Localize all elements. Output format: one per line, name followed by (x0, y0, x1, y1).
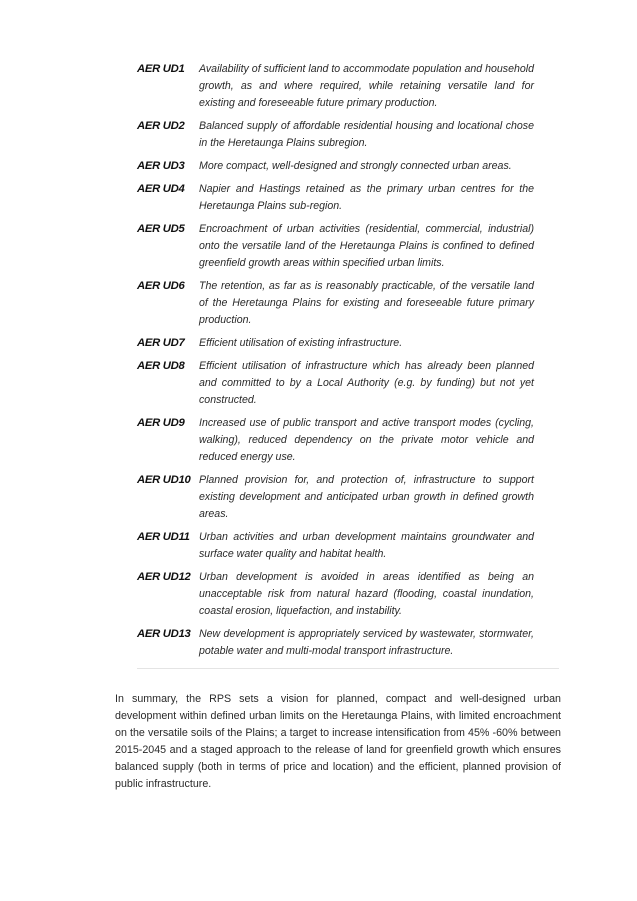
anticipated-environmental-results-list (137, 61, 534, 666)
aer-item-ud8 (137, 358, 534, 409)
aer-code: AER UD6 (137, 280, 185, 292)
aer-item-ud13 (137, 626, 534, 660)
aer-description: Availability of sufficient land to accommodate population and household growth, as and where required, while retaining versatile land for existing and foreseeable future primary production. (199, 63, 534, 109)
aer-item-ud7 (137, 335, 534, 352)
aer-item-ud1 (137, 61, 534, 112)
aer-description: Urban development is avoided in areas identified as being an unacceptable risk from natural hazard (flooding, coastal inundation, coastal erosion, liquefaction, and instability. (199, 571, 534, 617)
aer-item-ud5 (137, 221, 534, 272)
aer-code: AER UD11 (137, 531, 190, 543)
aer-description: More compact, well-designed and strongly connected urban areas. (199, 160, 512, 172)
aer-description: Efficient utilisation of infrastructure which has already been planned and committed to by a Local Authority (e.g. by funding) but not yet constructed. (199, 360, 534, 406)
aer-item-ud6 (137, 278, 534, 329)
aer-description: Increased use of public transport and active transport modes (cycling, walking), reduced dependency on the private motor vehicle and reduced energy use. (199, 417, 534, 463)
aer-item-ud4 (137, 181, 534, 215)
aer-description: Planned provision for, and protection of, infrastructure to support existing development and anticipated urban growth in defined growth areas. (199, 474, 534, 520)
aer-description: The retention, as far as is reasonably practicable, of the versatile land of the Heretaunga Plains for existing and foreseeable future primary production. (199, 280, 534, 326)
aer-code: AER UD7 (137, 337, 185, 349)
aer-code: AER UD4 (137, 183, 185, 195)
section-divider (137, 668, 559, 669)
aer-item-ud10 (137, 472, 534, 523)
aer-code: AER UD12 (137, 571, 191, 583)
aer-description: Balanced supply of affordable residential housing and locational chose in the Heretaunga Plains subregion. (199, 120, 534, 149)
aer-item-ud9 (137, 415, 534, 466)
aer-item-ud2 (137, 118, 534, 152)
aer-item-ud3 (137, 158, 534, 175)
aer-description: New development is appropriately serviced by wastewater, stormwater, potable water and multi-modal transport infrastructure. (199, 628, 534, 657)
aer-code: AER UD2 (137, 120, 185, 132)
aer-item-ud12 (137, 569, 534, 620)
aer-code: AER UD1 (137, 63, 185, 75)
aer-item-ud11 (137, 529, 534, 563)
aer-code: AER UD9 (137, 417, 185, 429)
aer-code: AER UD8 (137, 360, 185, 372)
aer-description: Napier and Hastings retained as the primary urban centres for the Heretaunga Plains sub-region. (199, 183, 534, 212)
aer-description: Urban activities and urban development maintains groundwater and surface water quality and habitat health. (199, 531, 534, 560)
aer-code: AER UD3 (137, 160, 185, 172)
aer-description: Efficient utilisation of existing infrastructure. (199, 337, 403, 349)
aer-code: AER UD5 (137, 223, 185, 235)
aer-code: AER UD10 (137, 474, 191, 486)
summary-paragraph: In summary, the RPS sets a vision for planned, compact and well-designed urban development within defined urban limits on the Heretaunga Plains, with limited encroachment on the versatile soils of the Plains; a target to increase intensification from 45% -60% between 2015-2045 and a staged approach to the release of land for greenfield growth which ensures balanced supply (both in terms of price and location) and the efficient, planned provision of public infrastructure. (115, 692, 561, 790)
aer-description: Encroachment of urban activities (residential, commercial, industrial) onto the versatile land of the Heretaunga Plains is confined to defined greenfield growth areas within specified urban limits. (199, 223, 534, 269)
aer-code: AER UD13 (137, 628, 191, 640)
